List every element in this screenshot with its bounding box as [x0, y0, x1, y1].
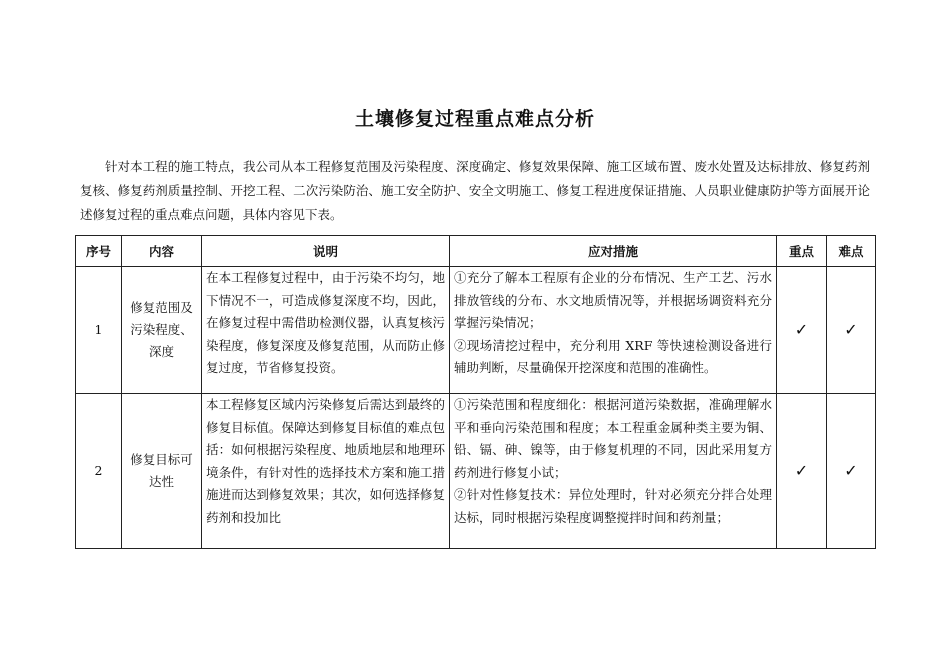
measure-item: ②针对性修复技术：异位处理时，针对必须充分拌合处理达标，同时根据污染程度调整搅拌时间和药剂量；	[454, 487, 772, 525]
intro-paragraph: 针对本工程的施工特点，我公司从本工程修复范围及污染程度、深度确定、修复效果保障、施工区域布置、废水处置及达标排放、修复药剂复核、修复药剂质量控制、开挖工程、二次污染防治、施工安全防护、安全文明施工、修复工程进度保证措施、人员职业健康防护等方面展开论述修复过程的重点难点问题，具体内容见下表。	[80, 159, 870, 222]
measure-item: ②现场清挖过程中，充分利用 XRF 等快速检测设备进行辅助判断，尽量确保开挖深度和范围的准确性。	[454, 337, 772, 376]
table-header-row	[76, 236, 876, 267]
checkmark-icon: ✓	[794, 319, 809, 339]
measure-item: ①充分了解本工程原有企业的分布情况、生产工艺、污水排放管线的分布、水文地质情况等，并根据场调资料充分掌握污染情况；	[454, 270, 772, 331]
checkmark-icon: ✓	[794, 460, 809, 480]
analysis-table	[75, 235, 876, 549]
header-description: 说明	[202, 236, 450, 267]
table-row	[76, 267, 876, 394]
difficulty-cell	[827, 394, 876, 549]
document-title: 土壤修复过程重点难点分析	[354, 108, 595, 130]
row-content: 修复目标可达性	[122, 394, 202, 549]
header-difficulty: 难点	[827, 236, 876, 267]
row-description: 本工程修复区域内污染修复后需达到最终的修复目标值。保障达到修复目标值的难点包括：如何根据污染程度、地质地层和地理环境条件，有针对性的选择技术方案和施工措施进而达到修复效果；其次，如何选择修复药剂和投加比	[202, 394, 450, 549]
header-content: 内容	[122, 236, 202, 267]
row-no: 1	[76, 267, 122, 394]
header-key-point: 重点	[777, 236, 827, 267]
row-description: 在本工程修复过程中，由于污染不均匀，地下情况不一，可造成修复深度不均，因此，在修复过程中需借助检测仪器，认真复核污染程度，修复深度及修复范围，从而防止修复过度，节省修复投资。	[202, 267, 450, 394]
measure-item: ①污染范围和程度细化：根据河道污染数据，准确理解水平和垂向污染范围和程度；本工程重金属种类主要为铜、铅、镉、砷、镍等，由于修复机理的不同，因此采用复方药剂进行修复小试；	[454, 397, 772, 480]
key-point-cell	[777, 394, 827, 549]
header-no: 序号	[76, 236, 122, 267]
table-row	[76, 394, 876, 549]
row-content: 修复范围及污染程度、深度	[122, 267, 202, 394]
checkmark-icon: ✓	[844, 460, 858, 480]
row-no: 2	[76, 394, 122, 549]
checkmark-icon: ✓	[844, 319, 858, 339]
row-measures	[450, 267, 777, 394]
header-measures: 应对措施	[450, 236, 777, 267]
difficulty-cell	[827, 267, 876, 394]
row-measures	[450, 394, 777, 549]
key-point-cell	[777, 267, 827, 394]
